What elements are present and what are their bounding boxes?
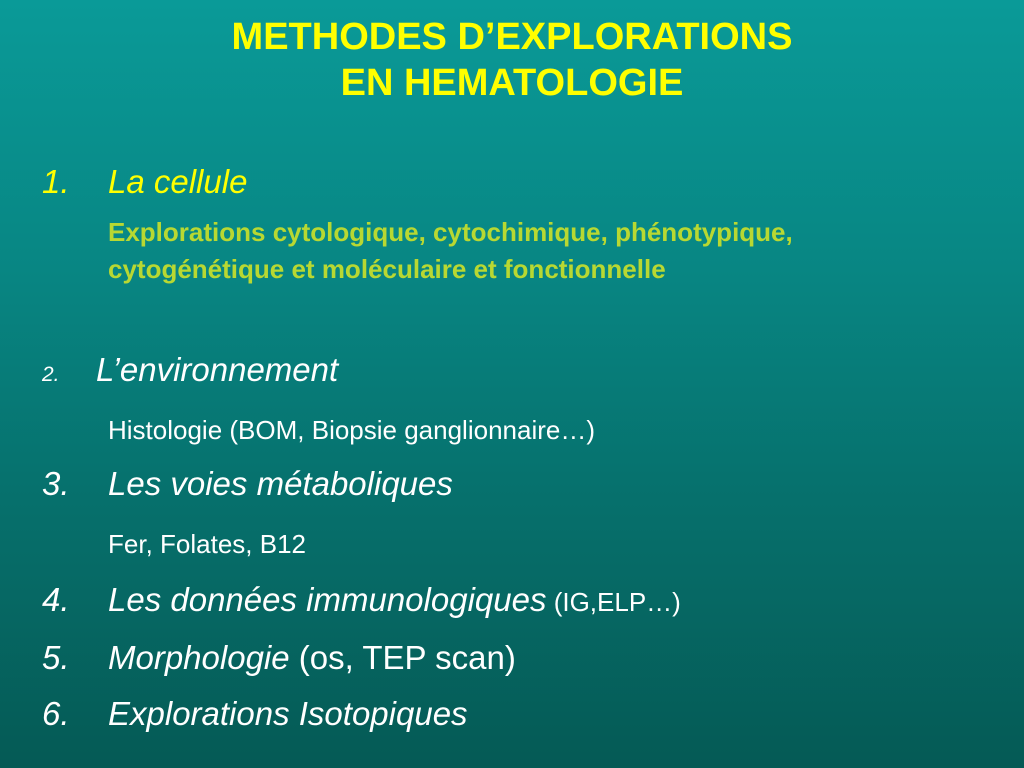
title-line-1: METHODES D’EXPLORATIONS [231,16,793,58]
item-3-detail: Fer, Folates, B12 [108,529,306,559]
item-number: 1. [42,163,70,200]
item-number: 3. [42,465,70,502]
list-item-4 [42,580,681,622]
item-1-detail: Explorations cytologique, cytochimique, phénotypique, cytogénétique et moléculaire et fonctionnelle [108,217,793,284]
item-label: Les voies métaboliques [108,465,453,502]
item-suffix: (IG,ELP…) [546,587,681,617]
list-item-6 [42,694,468,734]
item-label: Les données immunologiques [108,581,547,618]
item-suffix: (os, TEP scan) [289,639,516,676]
item-label: Explorations Isotopiques [108,695,468,732]
item-number: 2. [42,363,60,386]
list-item-3 [42,464,453,504]
list-item-1 [42,162,247,202]
list-item-5 [42,638,516,678]
item-label: La cellule [108,163,248,200]
item-number: 4. [42,581,70,618]
item-number: 5. [42,639,70,676]
slide-title [0,14,1024,106]
item-number: 6. [42,695,70,732]
title-line-2: EN HEMATOLOGIE [340,62,684,104]
list-item-2 [42,350,338,395]
item-label: Morphologie [108,639,290,676]
item-2-detail: Histologie (BOM, Biopsie ganglionnaire…) [108,415,596,445]
item-label: L’environnement [96,351,339,388]
